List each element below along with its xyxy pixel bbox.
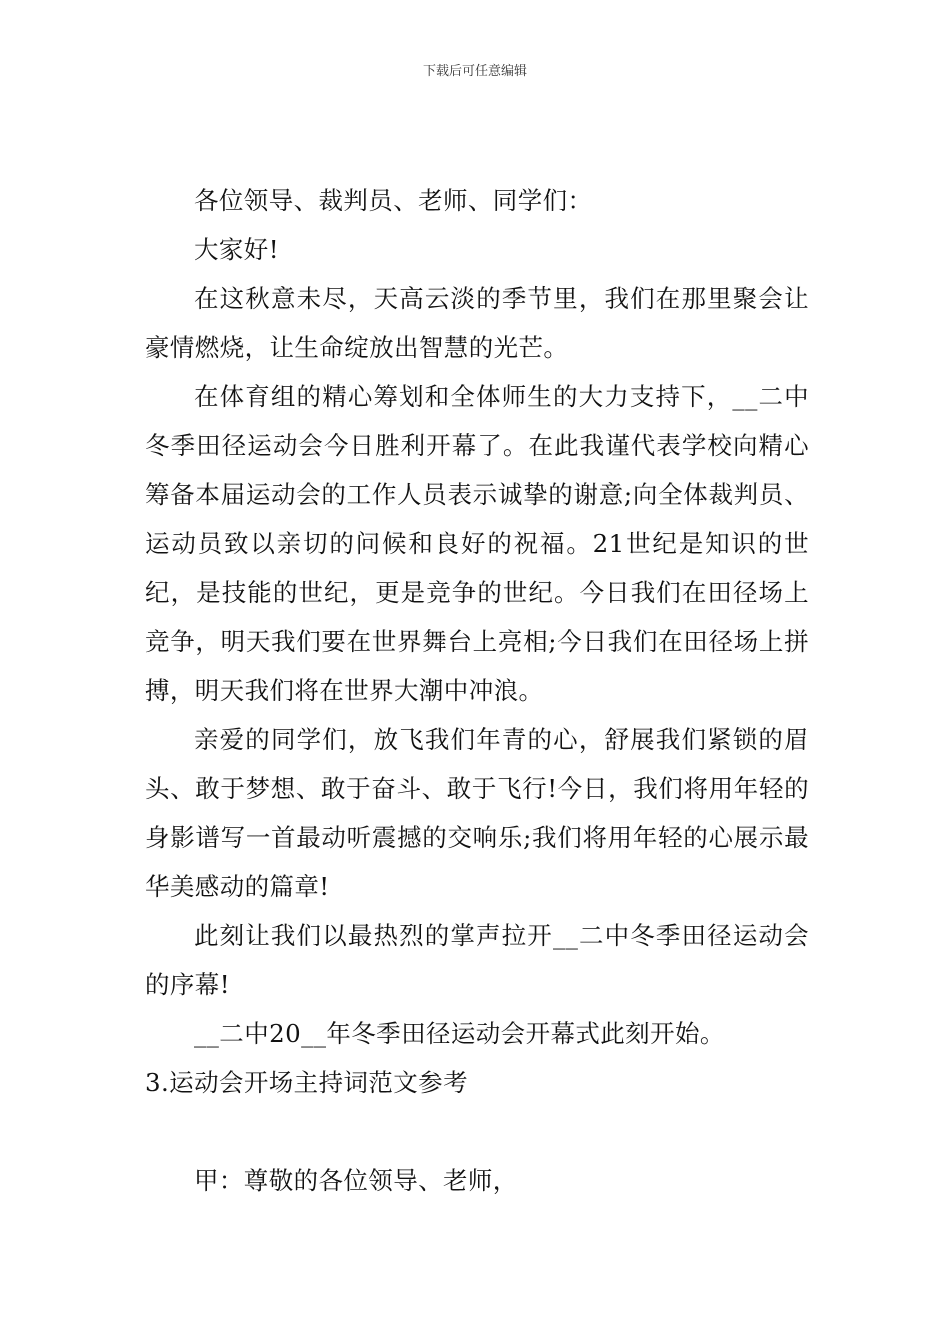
- opening-paragraph: 在体育组的精心筹划和全体师生的大力支持下，__二中冬季田径运动会今日胜利开幕了。在此我谨代表学校向精心筹备本届运动会的工作人员表示诚挚的谢意;向全体裁判员、运动员致以亲切的问候和良好的祝福。21世纪是知识的世纪，是技能的世纪，更是竞争的世纪。今日我们在田径场上竞争，明天我们要在世界舞台上亮相;今日我们在田径场上拼搏，明天我们将在世界大潮中冲浪。: [145, 382, 809, 705]
- season-paragraph: 在这秋意未尽，天高云淡的季节里，我们在那里聚会让豪情燃烧，让生命绽放出智慧的光芒。: [145, 284, 809, 362]
- speaker-line: 甲：尊敬的各位领导、老师，: [194, 1166, 518, 1195]
- page-header: 下载后可任意编辑: [422, 64, 527, 79]
- document-body: [145, 176, 809, 1205]
- students-paragraph: 亲爱的同学们，放飞我们年青的心，舒展我们紧锁的眉头、敢于梦想、敢于奋斗、敢于飞行!今日，我们将用年轻的身影谱写一首最动听震撼的交响乐;我们将用年轻的心展示最华美感动的篇章!: [145, 725, 809, 901]
- greeting-paragraph: 大家好!: [194, 235, 279, 264]
- ceremony-start-paragraph: __二中20__年冬季田径运动会开幕式此刻开始。: [194, 1019, 725, 1048]
- applause-paragraph: 此刻让我们以最热烈的掌声拉开__二中冬季田径运动会的序幕!: [145, 921, 809, 999]
- salutation-paragraph: 各位领导、裁判员、老师、同学们：: [194, 186, 593, 215]
- section-heading: 3.运动会开场主持词范文参考: [145, 1068, 468, 1097]
